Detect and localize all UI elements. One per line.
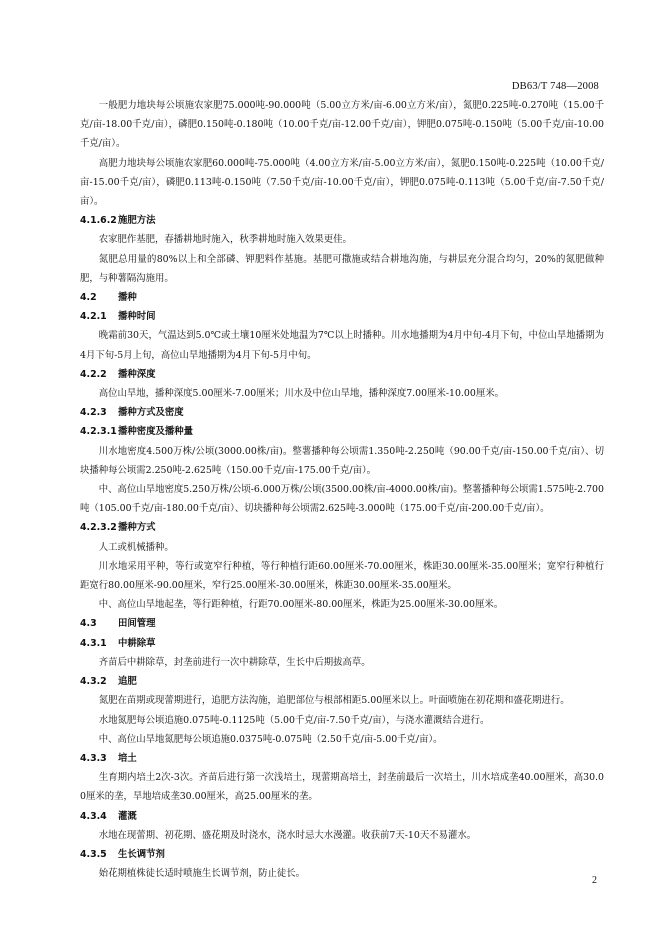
section-title: 播种方式及密度: [118, 407, 184, 419]
section-heading: [80, 365, 604, 384]
paragraph: 水地在现蕾期、初花期、盛花期及时浇水，浇水时忌大水漫灌。收获前7天-10天不易灌水。: [98, 829, 477, 841]
section-number: 4.3.2: [80, 676, 107, 688]
section-heading: [80, 403, 604, 422]
paragraph: 中、高位山旱地密度5.250万株/公顷-6.000万株/公顷(3500.00株/亩-4000.00株/亩)。整薯播种每公顷需1.575吨-2.700吨（105.00千克/亩-180.00千克/亩）、切块播种每公顷需2.625吨-3.000吨（175.00千克/亩-200.00千克/亩）。: [80, 484, 604, 515]
paragraph: 氮肥在苗期或现蕾期进行，追肥方法沟施，追肥部位与根部相距5.00厘米以上。叶面喷施在初花期和盛花期进行。: [98, 695, 570, 707]
section-title: 播种: [118, 292, 137, 304]
section-heading: [80, 749, 604, 768]
paragraph: 中、高位山旱地氮肥每公顷追施0.0375吨-0.075吨（2.50千克/亩-5.00千克/亩）。: [98, 733, 443, 745]
section-heading: [80, 845, 604, 864]
paragraph: 生育期内培土2次-3次。齐苗后进行第一次浅培土，现蕾期高培土，封垄前最后一次培土，川水培成垄40.00厘米，高30.00厘米的垄，旱地培成垄30.00厘米，高25.00厘米的垄。: [80, 772, 604, 803]
section-title: 灌溉: [118, 810, 137, 822]
section-number: 4.2.2: [80, 368, 107, 380]
page-number: 2: [592, 875, 597, 886]
paragraph: 齐苗后中耕除草，封垄前进行一次中耕除草，生长中后期拔高草。: [98, 656, 371, 668]
paragraph: 水地氮肥每公顷追施0.075吨-0.1125吨（5.00千克/亩-7.50千克/亩），与浇水灌溉结合进行。: [98, 714, 490, 726]
section-heading: [80, 807, 604, 826]
paragraph: 农家肥作基肥，春播耕地时施入，秋季耕地时施入效果更佳。: [98, 234, 352, 246]
paragraph: 晚霜前30天，气温达到5.0℃或土壤10厘米处地温为7℃以上时播种。川水地播期为4月中旬-4月下旬，中位山旱地播期为4月下旬-5月上旬，高位山旱地播期为4月下旬-5月中旬。: [80, 330, 604, 361]
paragraph: 中、高位山旱地起垄，等行距种植，行距70.00厘米-80.00厘米，株距为25.00厘米-30.00厘米。: [98, 599, 504, 611]
section-title: 播种方式: [118, 522, 156, 534]
section-title: 播种时间: [118, 311, 156, 323]
section-number: 4.2.3: [80, 407, 107, 419]
document-id: DB63/T 748—2008: [511, 81, 599, 92]
paragraph: 川水地密度4.500万株/公顷(3000.00株/亩)。整薯播种每公顷需1.350吨-2.250吨（90.00千克/亩-150.00千克/亩）、切块播种每公顷需2.250吨-2.625吨（150.00千克/亩-175.00千克/亩）。: [80, 445, 604, 476]
section-heading: [80, 422, 604, 441]
section-heading: [80, 634, 604, 653]
section-number: 4.2: [80, 292, 97, 304]
section-number: 4.2.3.2: [80, 522, 117, 534]
section-number: 4.1.6.2: [80, 215, 117, 227]
section-heading: [80, 211, 604, 230]
paragraph: 高位山旱地，播种深度5.00厘米-7.00厘米；川水及中位山旱地，播种深度7.00厘米-10.00厘米。: [98, 388, 504, 400]
section-title: 播种密度及播种量: [118, 426, 194, 438]
section-title: 播种深度: [118, 368, 156, 380]
paragraph: 氮肥总用量的80%以上和全部磷、钾肥料作基施。基肥可撒施或结合耕地沟施，与耕层充分混合均匀，20%的氮肥做种肥，与种薯隔沟施用。: [80, 253, 604, 284]
section-heading: [80, 288, 604, 307]
section-title: 培土: [118, 752, 137, 764]
section-number: 4.3.4: [80, 810, 107, 822]
section-heading: [80, 614, 604, 633]
section-number: 4.2.1: [80, 311, 107, 323]
section-number: 4.3.3: [80, 752, 107, 764]
section-title: 田间管理: [118, 618, 156, 630]
section-number: 4.3: [80, 618, 97, 630]
section-title: 生长调节剂: [118, 848, 165, 860]
paragraph: 川水地采用平种，等行或宽窄行种植，等行种植行距60.00厘米-70.00厘米，株距30.00厘米-35.00厘米；宽窄行种植行距宽行80.00厘米-90.00厘米，窄行25.00厘米-30.00厘米，株距30.00厘米-35.00厘米。: [80, 560, 604, 592]
paragraph: 高肥力地块每公顷施农家肥60.000吨-75.000吨（4.00立方米/亩-5.00立方米/亩），氮肥0.150吨-0.225吨（10.00千克/亩-15.00千克/亩），磷肥0.113吨-0.150吨（7.50千克/亩-10.00千克/亩），钾肥0.075吨-0.113吨（5.00千克/亩-7.50千克/亩）。: [80, 157, 604, 208]
section-heading: [80, 672, 604, 691]
paragraph: 人工或机械播种。: [98, 541, 174, 553]
section-number: 4.2.3.1: [80, 426, 117, 438]
section-title: 追肥: [118, 676, 137, 688]
section-number: 4.3.5: [80, 848, 107, 860]
section-heading: [80, 307, 604, 326]
paragraph: 一般肥力地块每公顷施农家肥75.000吨-90.000吨（5.00立方米/亩-6.00立方米/亩），氮肥0.225吨-0.270吨（15.00千克/亩-18.00千克/亩），磷肥0.150吨-0.180吨（10.00千克/亩-12.00千克/亩），钾肥0.075吨-0.150吨（5.00千克/亩-10.00千克/亩）。: [80, 100, 604, 150]
section-number: 4.3.1: [80, 637, 107, 649]
document-body: [80, 96, 604, 883]
section-heading: [80, 518, 604, 537]
paragraph: 始花期植株徒长适时喷施生长调节剂，防止徒长。: [98, 868, 306, 880]
section-title: 施肥方法: [118, 215, 156, 227]
section-title: 中耕除草: [118, 637, 156, 649]
